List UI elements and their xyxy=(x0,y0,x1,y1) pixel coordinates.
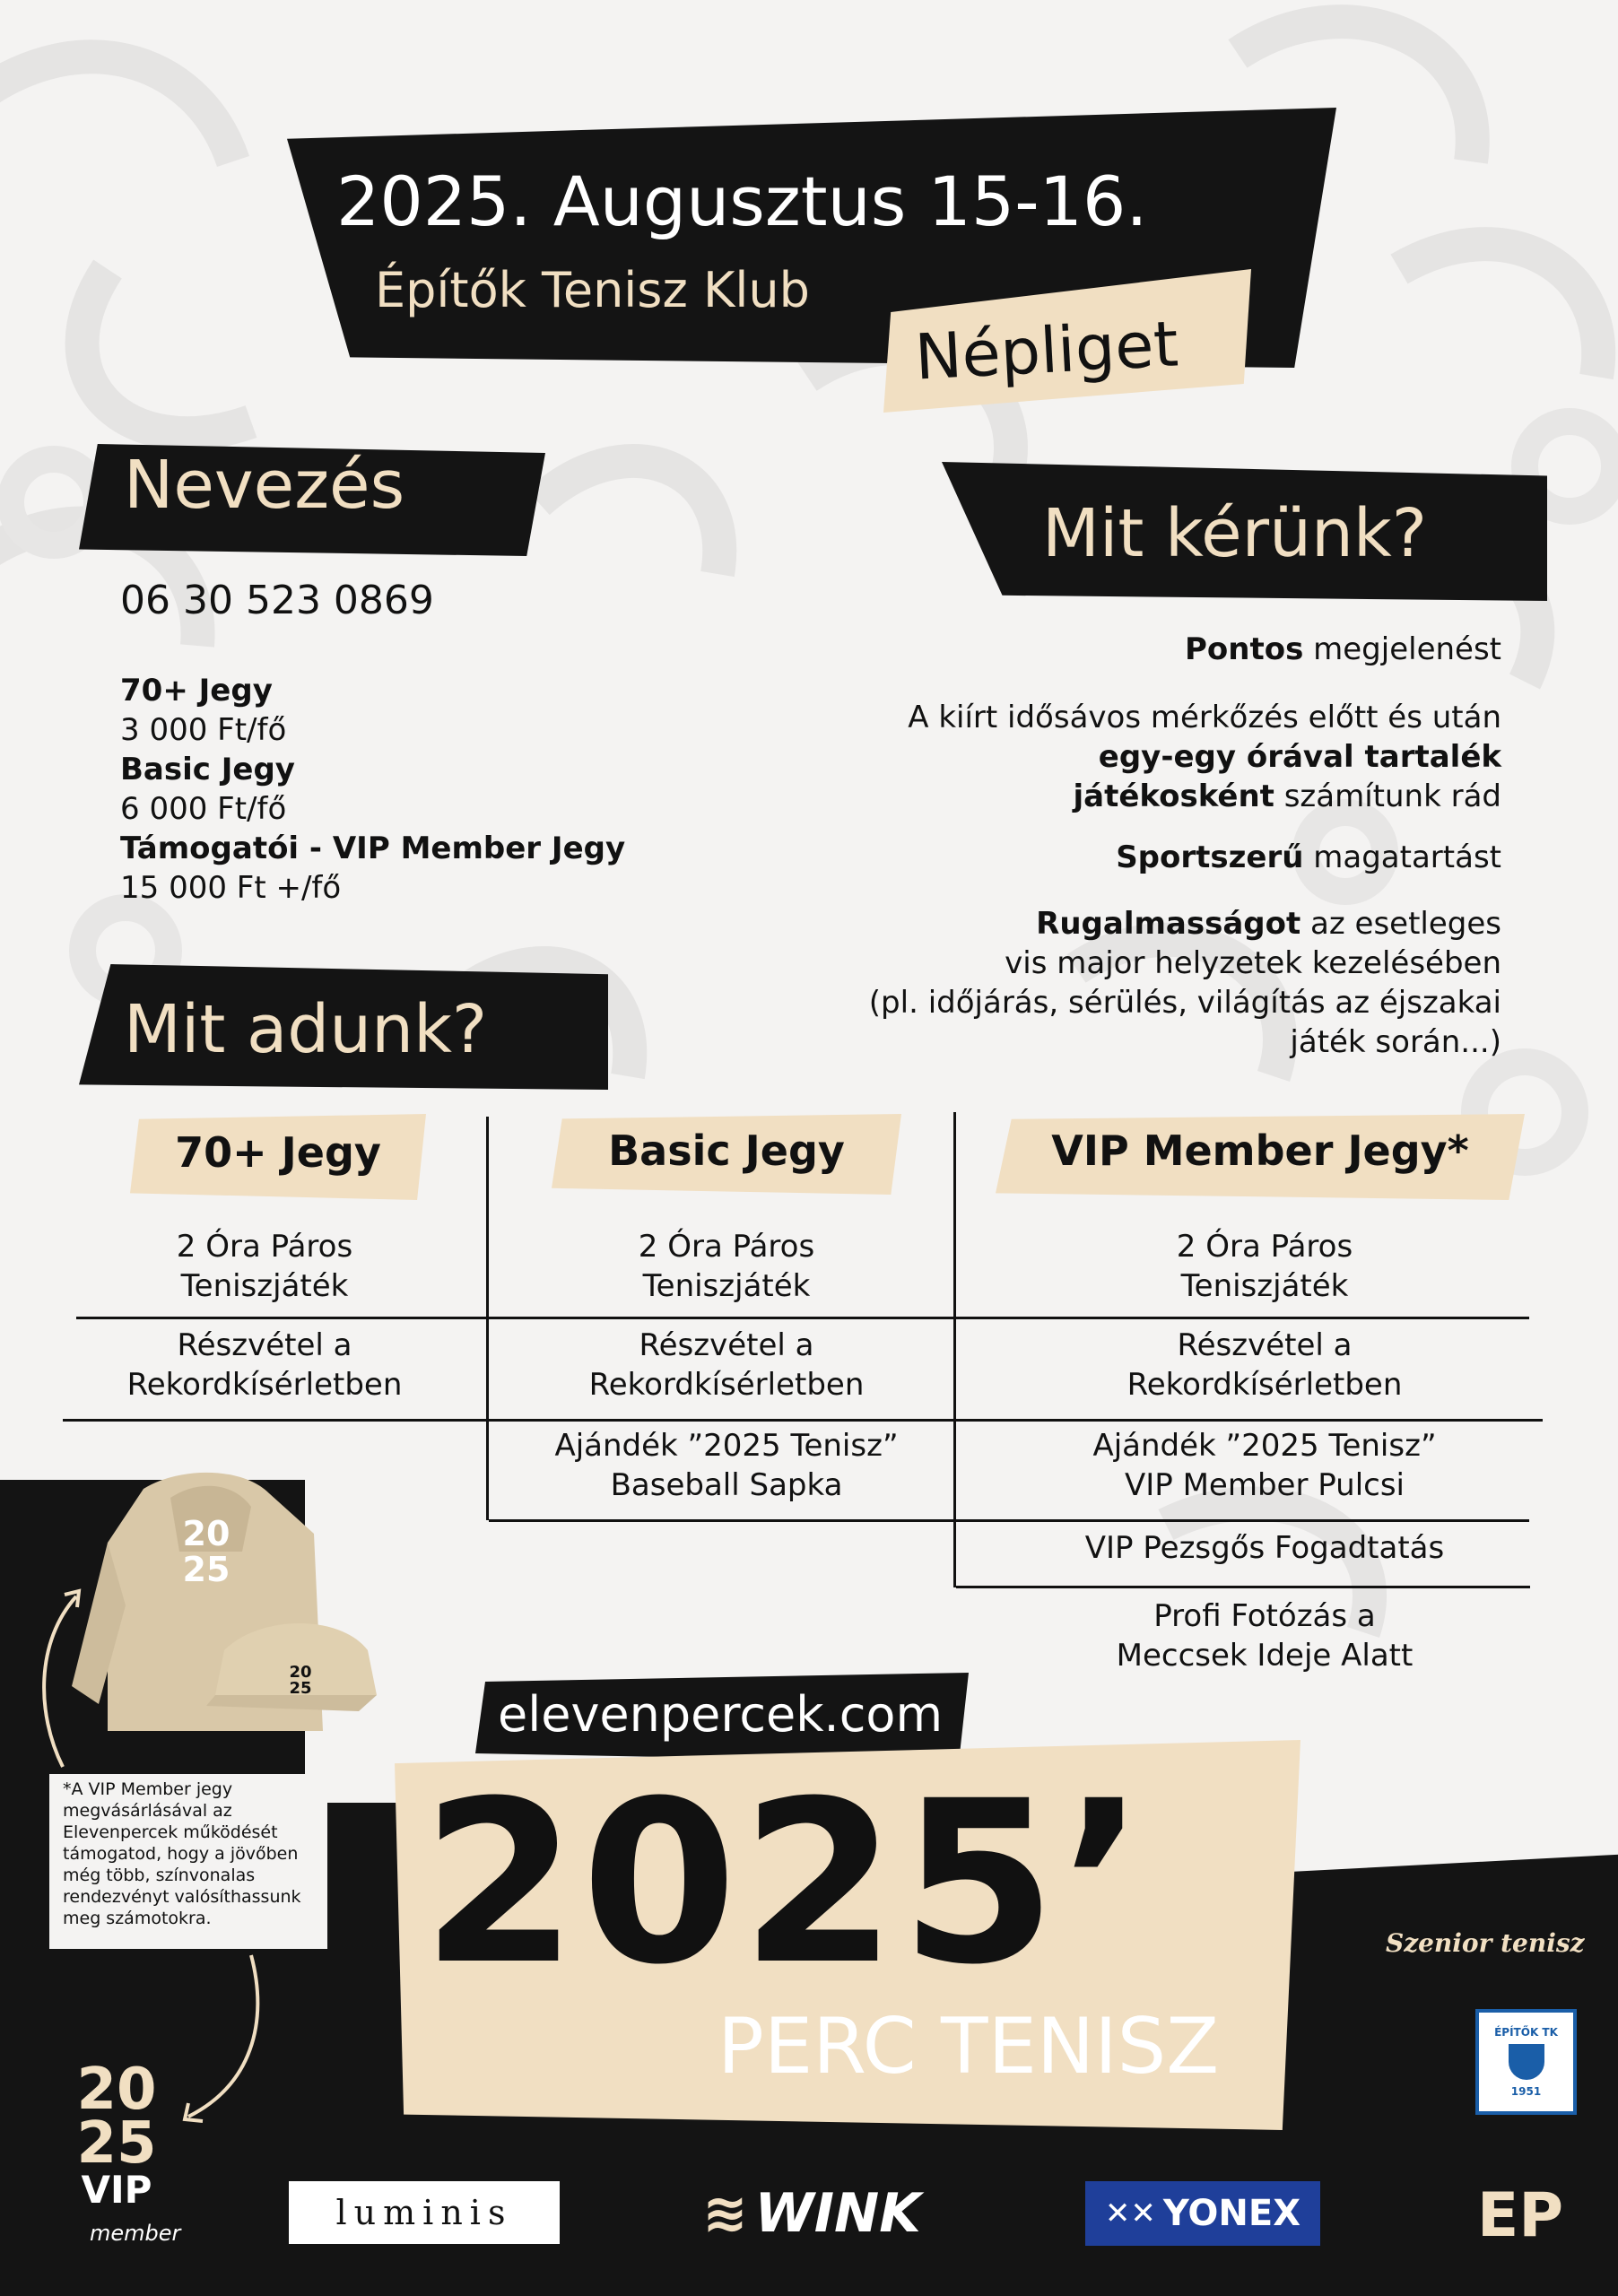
ask-bold: Rugalmasságot xyxy=(1036,906,1301,942)
row-divider xyxy=(956,1586,1530,1588)
vip-num: 20 xyxy=(76,2057,157,2123)
ep-logo: EP xyxy=(1476,2179,1564,2251)
ask-item xyxy=(1036,904,1501,944)
footnote-line: támogatod, hogy a jövőben xyxy=(63,1844,299,1864)
vip-label: VIP xyxy=(81,2168,152,2212)
yonex-logo: ✕✕ YONEX xyxy=(1085,2181,1320,2246)
hoodie-print: 20 25 xyxy=(182,1514,231,1589)
ask-bold: egy-egy órával tartalék xyxy=(1098,739,1501,775)
location-name: Népliget xyxy=(913,307,1180,395)
entry-heading: Nevezés xyxy=(124,447,405,524)
footnote-line: megvásárlásával az xyxy=(63,1801,232,1821)
benefit-cell: Ajándék ”2025 Tenisz” VIP Member Pulcsi xyxy=(1092,1428,1437,1503)
ticket-price: 6 000 Ft/fő xyxy=(120,791,287,827)
ticket-name: 70+ Jegy xyxy=(120,673,273,709)
ask-rest: megjelenést xyxy=(1303,631,1501,667)
benefit-cell: Ajándék ”2025 Tenisz” Baseball Sapka xyxy=(554,1428,899,1503)
ticket-name: Basic Jegy xyxy=(120,752,295,787)
benefit-cell: 2 Óra Páros Teniszjáték xyxy=(638,1229,815,1304)
website-link[interactable]: elevenpercek.com xyxy=(498,1686,944,1743)
ticket-price: 3 000 Ft/fő xyxy=(120,712,287,748)
cap-print: 20 25 xyxy=(289,1663,312,1698)
shield-icon xyxy=(1509,2044,1544,2080)
luminis-logo: luminis xyxy=(289,2181,560,2244)
ask-bold: Sportszerű xyxy=(1116,839,1304,875)
footnote-line: még több, színvonalas xyxy=(63,1866,256,1885)
ask-item xyxy=(1116,838,1501,877)
benefit-cell: Részvétel a Rekordkísérletben xyxy=(588,1327,865,1403)
yonex-mark-icon: ✕✕ xyxy=(1104,2196,1156,2231)
footnote-line: rendezvényt valósíthassunk xyxy=(63,1887,301,1907)
ticket-price: 15 000 Ft +/fő xyxy=(120,870,342,906)
give-heading: Mit adunk? xyxy=(124,991,488,1068)
ask-line: A kiírt idősávos mérkőzés előtt és után xyxy=(908,700,1501,735)
vip-num: 25 xyxy=(76,2110,157,2177)
brand-year: 2025’ xyxy=(422,1752,1149,2013)
row-divider xyxy=(76,1317,1529,1319)
wink-logo: ≋ WINK xyxy=(702,2181,921,2245)
venue-name: Építők Tenisz Klub xyxy=(375,262,810,318)
column-title: 70+ Jegy xyxy=(175,1128,381,1177)
vip-member-label: member xyxy=(90,2221,181,2246)
benefit-cell: 2 Óra Páros Teniszjáték xyxy=(1176,1229,1353,1304)
ticket-name: Támogatói - VIP Member Jegy xyxy=(120,831,626,866)
benefit-cell: Részvétel a Rekordkísérletben xyxy=(126,1327,403,1403)
merch-image xyxy=(54,1471,386,1740)
epitok-badge: ÉPÍTŐK TK 1951 xyxy=(1475,2009,1577,2115)
wink-mark-icon: ≋ xyxy=(702,2181,748,2245)
benefit-cell: Profi Fotózás a Meccsek Ideje Alatt xyxy=(1116,1598,1414,1674)
benefit-cell: 2 Óra Páros Teniszjáték xyxy=(176,1229,353,1304)
ask-line: vis major helyzetek kezelésében xyxy=(1005,945,1501,981)
entry-phone[interactable]: 06 30 523 0869 xyxy=(120,578,434,623)
footnote-line: *A VIP Member jegy xyxy=(63,1779,233,1799)
ask-item xyxy=(1185,630,1501,669)
arrow-icon xyxy=(27,1578,99,1776)
vip-badge xyxy=(54,2057,179,2212)
row-divider xyxy=(63,1419,1543,1422)
ask-line: játék során...) xyxy=(1290,1024,1501,1060)
senior-tenisz-logo: Szenior tenisz xyxy=(1386,1928,1585,1958)
benefit-cell: VIP Pezsgős Fogadtatás xyxy=(1084,1530,1445,1566)
ask-item xyxy=(1073,777,1501,816)
arrow-icon xyxy=(170,1951,269,2130)
footnote-line: Elevenpercek működését xyxy=(63,1822,278,1842)
row-divider xyxy=(489,1519,1529,1522)
benefit-cell: Részvétel a Rekordkísérletben xyxy=(1127,1327,1403,1403)
ask-rest: az esetleges xyxy=(1300,906,1501,942)
ask-bold: játékosként xyxy=(1073,778,1274,814)
ask-bold: Pontos xyxy=(1184,631,1304,667)
event-date: 2025. Augusztus 15-16. xyxy=(336,161,1148,241)
ask-rest: magatartást xyxy=(1303,839,1501,875)
ask-heading: Mit kérünk? xyxy=(1042,495,1428,572)
ask-line: (pl. időjárás, sérülés, világítás az éjszakai xyxy=(868,985,1501,1021)
column-title: VIP Member Jegy* xyxy=(1051,1126,1469,1175)
column-title: Basic Jegy xyxy=(608,1126,845,1175)
ask-rest: számítunk rád xyxy=(1274,778,1501,814)
column-divider xyxy=(953,1112,956,1587)
footnote-line: meg számotokra. xyxy=(63,1909,212,1928)
brand-subtitle: PERC TENISZ xyxy=(718,2002,1220,2092)
